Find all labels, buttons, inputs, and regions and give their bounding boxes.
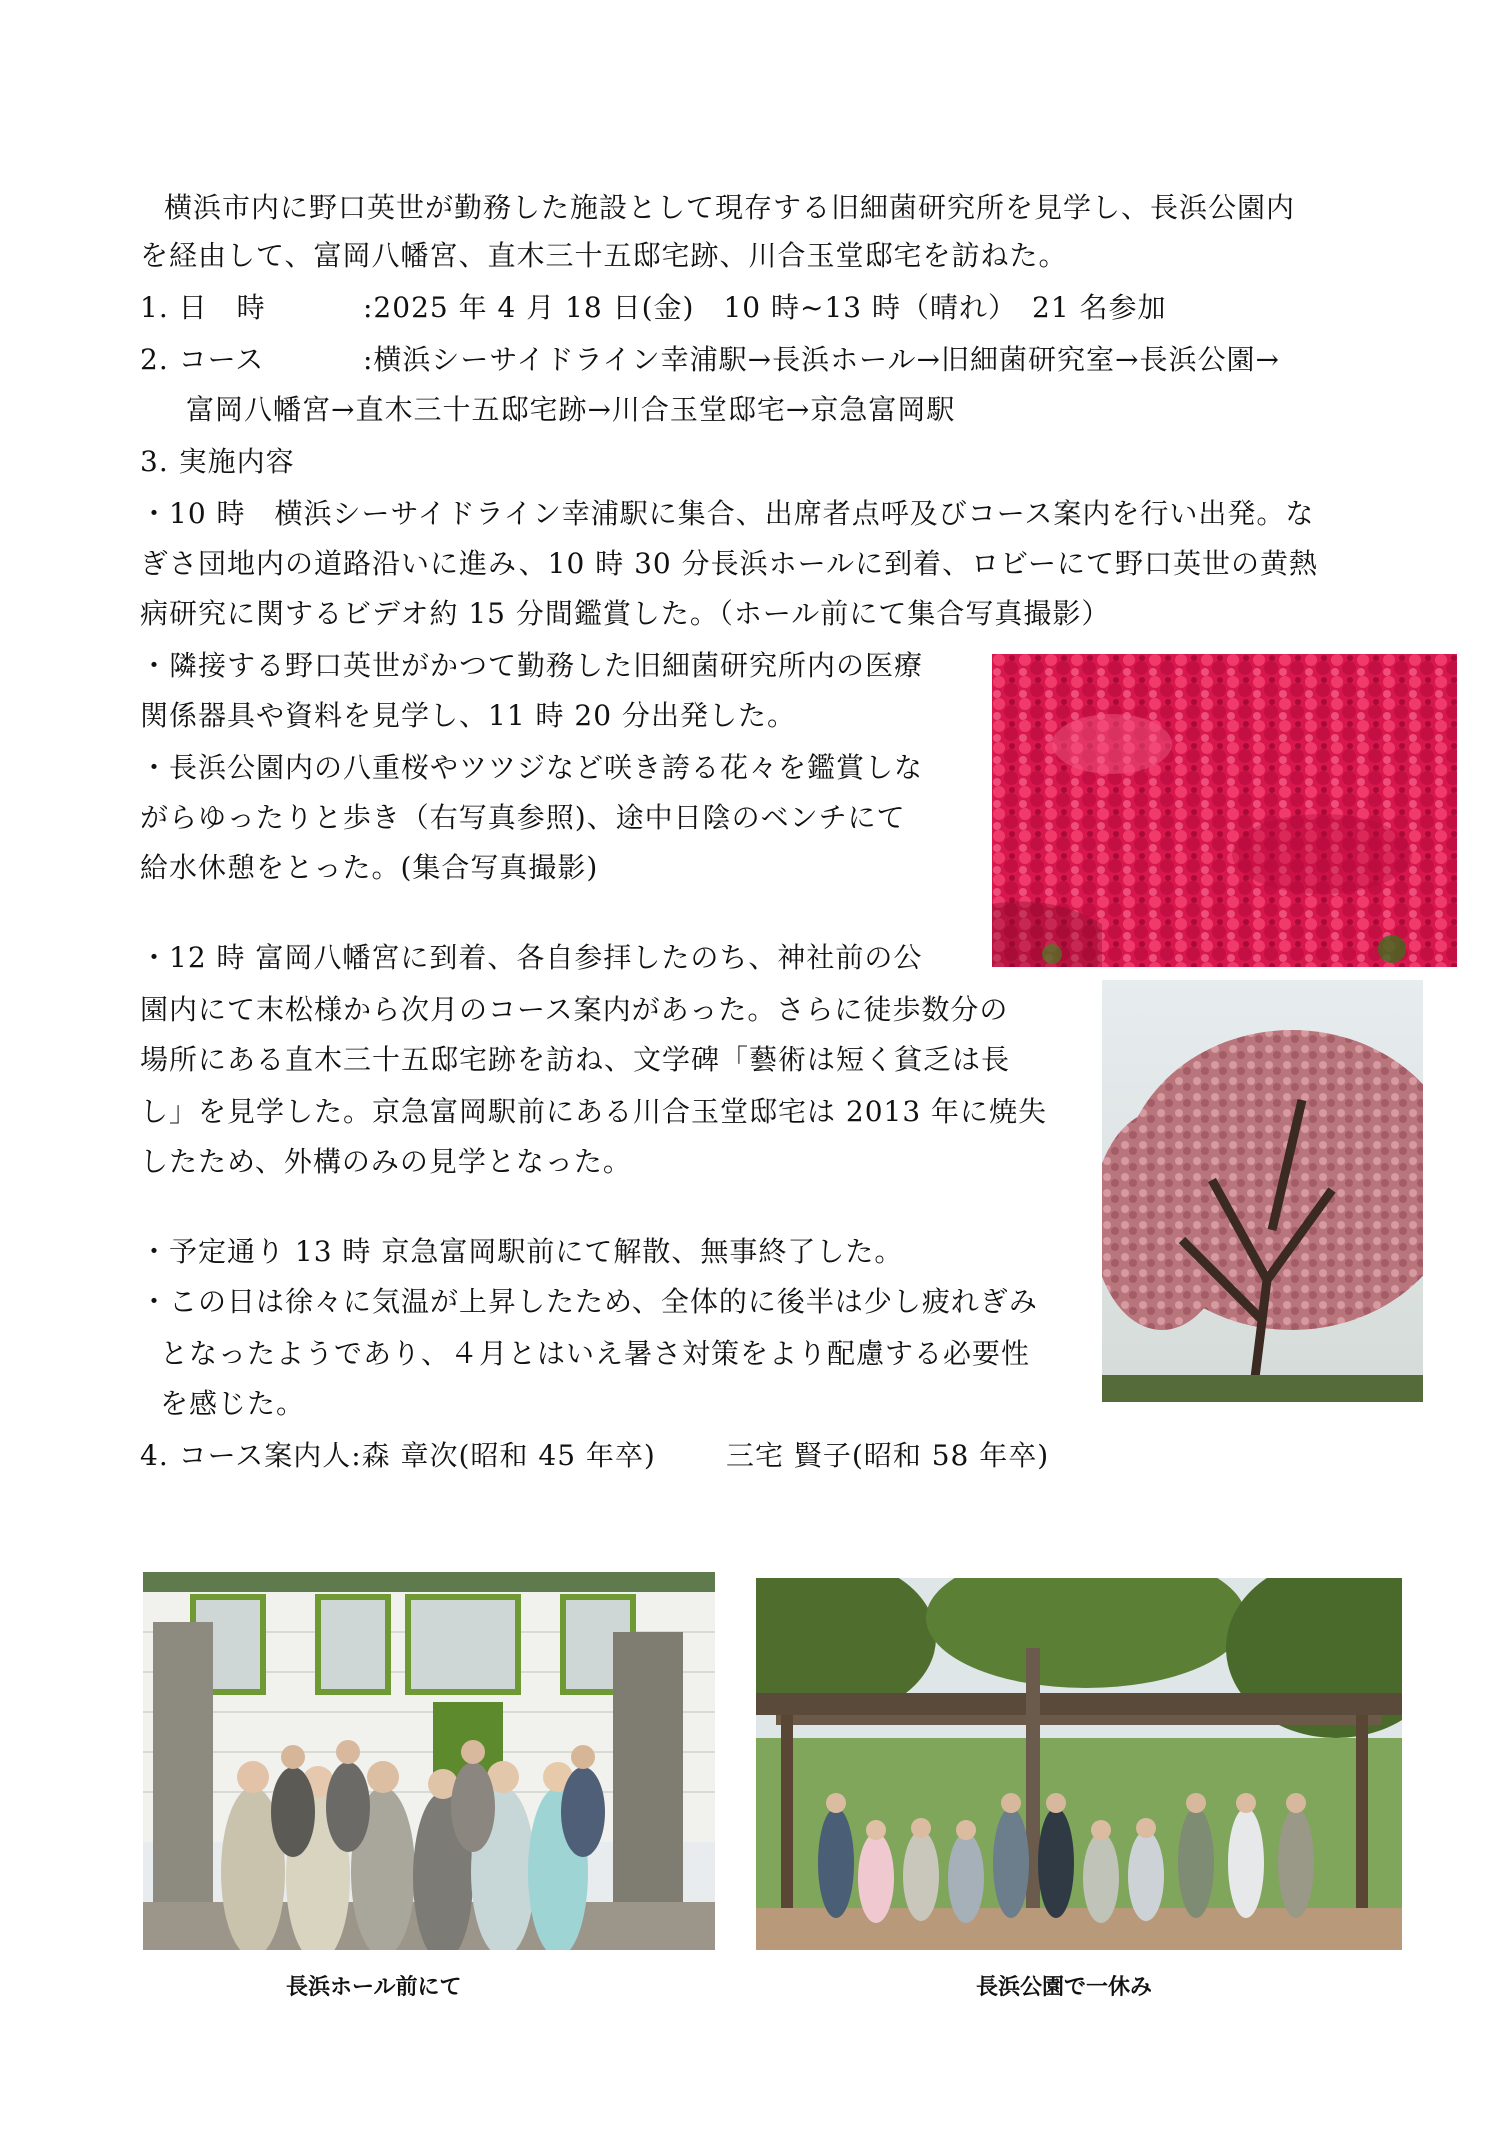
body-line: し」を見学した。京急富岡駅前にある川合玉堂邸宅は 2013 年に焼失 [140, 1095, 1048, 1128]
intro-line-2: を経由して、富岡八幡宮、直木三十五邸宅跡、川合玉堂邸宅を訪ねた。 [140, 239, 1068, 272]
azalea-photo [992, 654, 1457, 967]
body-line: ぎさ団地内の道路沿いに進み、10 時 30 分長浜ホールに到着、ロビーにて野口英世の黄熱 [140, 547, 1318, 580]
body-line: を感じた。 [160, 1387, 306, 1420]
body-line: 関係器具や資料を見学し、11 時 20 分出発した。 [140, 699, 796, 732]
date-label: 1. 日 時 [140, 291, 266, 324]
guide-line: 4. コース案内人:森 章次(昭和 45 年卒) [140, 1439, 656, 1472]
body-line: 場所にある直木三十五邸宅跡を訪ね、文学碑「藝術は短く貧乏は長 [140, 1043, 1011, 1076]
hall-group-photo [143, 1572, 715, 1950]
body-line: ・この日は徐々に気温が上昇したため、全体的に後半は少し疲れぎみ [140, 1285, 1038, 1318]
hall-photo-caption: 長浜ホール前にて [286, 1975, 462, 2000]
body-line: 病研究に関するビデオ約 15 分間鑑賞した。（ホール前にて集合写真撮影） [140, 597, 1111, 630]
body-line: となったようであり、４月とはいえ暑さ対策をより配慮する必要性 [160, 1337, 1031, 1370]
body-line: 園内にて末松様から次月のコース案内があった。さらに徒歩数分の [140, 993, 1009, 1026]
guide-second: 三宅 賢子(昭和 58 年卒) [726, 1439, 1050, 1472]
content-label: 3. 実施内容 [140, 445, 295, 478]
body-line: したため、外構のみの見学となった。 [140, 1145, 632, 1178]
course-value: :横浜シーサイドライン幸浦駅→長浜ホール→旧細菌研究室→長浜公園→ [363, 343, 1280, 376]
body-line: 給水休憩をとった。(集合写真撮影) [140, 851, 599, 884]
body-line: ・隣接する野口英世がかつて勤務した旧細菌研究所内の医療 [140, 649, 924, 682]
park-group-photo [756, 1578, 1402, 1950]
park-photo-caption: 長浜公園で一休み [976, 1975, 1153, 2000]
cherry-tree-photo [1102, 980, 1423, 1402]
course-continuation: 富岡八幡宮→直木三十五邸宅跡→川合玉堂邸宅→京急富岡駅 [186, 393, 956, 426]
course-label: 2. コース [140, 343, 265, 376]
body-line: ・長浜公園内の八重桜やツツジなど咲き誇る花々を鑑賞しな [140, 751, 924, 784]
body-line: がらゆったりと歩き（右写真参照)、途中日陰のベンチにて [140, 801, 906, 834]
body-line: ・10 時 横浜シーサイドライン幸浦駅に集合、出席者点呼及びコース案内を行い出発。な [140, 497, 1315, 530]
body-line: ・予定通り 13 時 京急富岡駅前にて解散、無事終了した。 [140, 1235, 904, 1268]
intro-line-1: 横浜市内に野口英世が勤務した施設として現存する旧細菌研究所を見学し、長浜公園内 [164, 191, 1296, 224]
body-line: ・12 時 富岡八幡宮に到着、各自参拝したのち、神社前の公 [140, 941, 923, 974]
date-value: :2025 年 4 月 18 日(金) 10 時~13 時（晴れ） 21 名参加 [363, 291, 1167, 324]
